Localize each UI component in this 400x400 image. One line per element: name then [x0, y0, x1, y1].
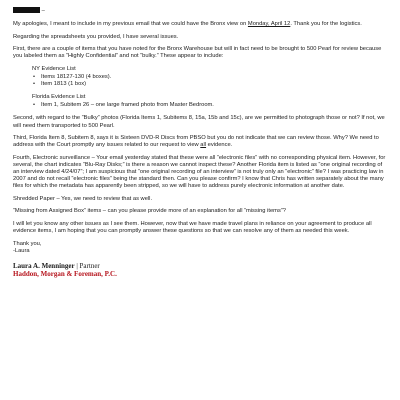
paragraph-first-issue: First, there are a couple of items that you have noted for the Bronx Warehouse but will in fact need to be brought to 500 Pearl for review because you labeled them as “Highly Confidential” and not “bulky.” These appear to include:	[13, 46, 382, 60]
list-item: • Item 1, Subitem 26 – one large framed photo from Master Bedroom.	[39, 102, 387, 109]
paragraph-spreadsheets: Regarding the spreadsheets you provided, I have several issues.	[13, 33, 179, 40]
ny-evidence-list-title: NY Evidence List	[32, 65, 76, 72]
paragraph-second-issue: Second, with regard to the “Bulky” photos (Florida Items 1, Subitems 8, 15a, 15b and 15c), are we permitted to photograph those or not? If not, we will need them transported to 500 Pearl.	[13, 115, 385, 129]
florida-evidence-list-title: Florida Evidence List	[32, 94, 86, 101]
signature-firm: Haddon, Morgan & Foreman, P.C.	[13, 269, 117, 278]
greeting-dash: –	[40, 8, 45, 14]
paragraph-third-issue	[13, 135, 387, 149]
paragraph-shredded-paper: Shredded Paper – Yes, we need to review that as well.	[13, 195, 153, 202]
paragraph-fourth-issue: Fourth, Electronic surveillance – Your email yesterday stated that these were all “electronic files” with no corresponding physical item. However, for several, the chart indicates “Blu-Ray Disks;” is there a reason we cannot inspect these? Another Florida item is listed as “one original recording of an interview dated 4/24/07”; I am suspicious that “one original recording of an interview” is not truly only an “electronic” file? I was practicing law in 2007 and do not recall “electronic files” being the standard then. Can you please confirm? I know that Chris has written separately about the many files for which the metadata has apparently been stripped, so we will have to address purely electronic information at another date.	[13, 154, 386, 190]
redacted-recipient-name	[13, 7, 40, 13]
bronx-view-date: Monday, April 12	[247, 21, 291, 28]
list-item: • Items 18127-130 (4 boxes).	[39, 74, 387, 81]
paragraph-third-issue-text: Third, Florida Item 8, Subitem 8, says it is Sixteen DVD-R Discs from PBSO but you do not indicate that we can review those. Why? We need to address with the Court promptly any issues related to our request to view	[13, 135, 379, 149]
florida-evidence-list	[32, 94, 387, 109]
ny-evidence-list	[32, 66, 387, 88]
emphasis-all: all	[200, 142, 207, 149]
paragraph-apology	[13, 21, 387, 28]
paragraph-third-issue-text-end: evidence.	[206, 142, 233, 149]
closing-thanks: Thank you,	[13, 240, 42, 247]
greeting-line	[13, 7, 387, 15]
signature-name-line	[13, 262, 387, 270]
signature-name: Laura A. Menninger	[13, 261, 75, 270]
paragraph-apology-text-end: . Thank you for the logistics.	[290, 21, 362, 28]
paragraph-closing-remarks: I will let you know any other issues as I see them. However, now that we have made travel plans in reliance on your agreement to produce all evidence items, I am hoping that you can promptly answer these questions so that we can resolve any of them as needed this week.	[13, 220, 372, 235]
paragraph-apology-text: My apologies, I meant to include in my previous email that we could have the Bronx view on	[13, 21, 248, 28]
closing-name: -Laura	[13, 247, 30, 254]
list-item: • Item 1813 (1 box)	[39, 81, 387, 88]
signature-title: | Partner	[74, 261, 100, 270]
paragraph-missing-items: “Missing from Assigned Box” items – can you please provide more of an explanation for all “missing items”?	[13, 208, 286, 215]
signature-cut-off-line	[13, 278, 387, 282]
